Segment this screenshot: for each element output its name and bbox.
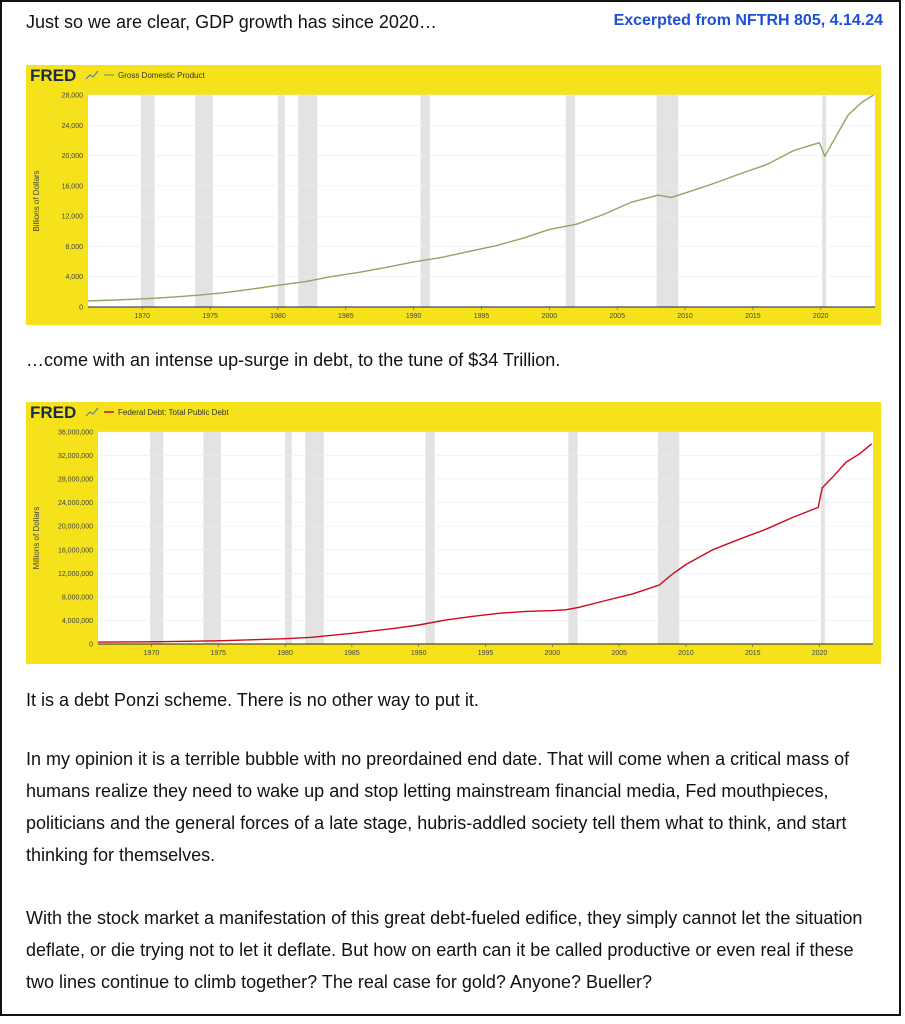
y-tick-label: 8,000,000	[61, 594, 93, 602]
debt-chart	[26, 402, 881, 664]
recession-band	[195, 95, 213, 307]
recession-band	[821, 432, 825, 644]
paragraph-1: It is a debt Ponzi scheme. There is no other way to put it.	[26, 690, 479, 710]
x-tick-label: 1995	[473, 313, 490, 320]
legend-label-0: Gross Domestic Product	[118, 71, 205, 80]
y-tick-label: 24,000	[61, 122, 83, 130]
legend-label-0: Federal Debt: Total Public Debt	[118, 408, 229, 417]
recession-band	[657, 95, 679, 307]
x-tick-label: 1995	[477, 650, 494, 657]
x-tick-label: 2020	[811, 650, 828, 657]
x-tick-label: 1985	[338, 313, 354, 320]
y-tick-label: 20,000,000	[57, 523, 93, 531]
x-tick-label: 2010	[678, 650, 694, 657]
x-tick-label: 1970	[134, 313, 151, 320]
intro-text: Just so we are clear, GDP growth has since 2020…	[26, 12, 437, 32]
y-axis-label: Billions of Dollars	[32, 170, 41, 232]
x-tick-label: 2020	[812, 313, 829, 320]
recession-band	[658, 432, 679, 644]
recession-band	[204, 432, 221, 644]
x-tick-label: 1980	[270, 313, 286, 320]
x-tick-label: 2000	[541, 313, 558, 320]
y-tick-label: 8,000	[65, 243, 83, 251]
fred-logo: FRED	[30, 403, 77, 422]
recession-band	[566, 95, 575, 307]
x-tick-label: 2015	[744, 650, 761, 657]
x-tick-label: 1975	[210, 650, 227, 657]
y-tick-label: 12,000,000	[57, 570, 93, 578]
y-axis-label: Millions of Dollars	[32, 506, 41, 570]
x-tick-label: 2005	[609, 313, 625, 320]
recession-band	[305, 432, 324, 644]
gdp-chart	[26, 65, 881, 325]
x-tick-label: 1985	[344, 650, 360, 657]
recession-band	[285, 432, 292, 644]
y-tick-label: 4,000,000	[61, 617, 93, 625]
recession-band	[278, 95, 285, 307]
y-tick-label: 16,000,000	[57, 547, 93, 555]
x-tick-label: 1970	[143, 650, 160, 657]
recession-band	[425, 432, 434, 644]
between-text: …come with an intense up-surge in debt, to the tune of $34 Trillion.	[26, 350, 561, 370]
x-tick-label: 2000	[544, 650, 561, 657]
y-tick-label: 0	[89, 641, 93, 649]
paragraph-2: In my opinion it is a terrible bubble with no preordained end date. That will come when a critical mass of humans realize they need to wake up and stop letting mainstream financial media, Fed mouthpieces, politicians and the general forces of a late stage, hubris-addled society tell them what to think, and start thinking for themselves.	[26, 749, 850, 865]
debt-chart-svg	[26, 402, 881, 664]
y-tick-label: 28,000,000	[57, 476, 93, 484]
y-tick-label: 12,000	[61, 213, 83, 221]
y-tick-label: 0	[79, 304, 83, 312]
y-tick-label: 32,000,000	[57, 453, 93, 461]
recession-band	[141, 95, 155, 307]
y-tick-label: 16,000	[61, 183, 83, 191]
x-tick-label: 1990	[405, 313, 422, 320]
y-tick-label: 24,000,000	[57, 500, 93, 508]
recession-band	[150, 432, 163, 644]
x-tick-label: 2005	[611, 650, 627, 657]
x-tick-label: 1975	[202, 313, 218, 320]
x-tick-label: 1990	[410, 650, 427, 657]
recession-band	[822, 95, 826, 307]
gdp-chart-svg	[26, 65, 881, 325]
paragraph-3: With the stock market a manifestation of this great debt-fueled edifice, they simply cannot let the situation deflate, or die trying not to let it deflate. But how on earth can it be called productive or even real if these two lines continue to climb together? The real case for gold? Anyone? Bueller?	[26, 908, 863, 992]
x-tick-label: 2015	[745, 313, 761, 320]
y-tick-label: 20,000	[61, 153, 83, 161]
y-tick-label: 4,000	[65, 274, 83, 282]
x-tick-label: 2010	[677, 313, 693, 320]
excerpt-credit: Excerpted from NFTRH 805, 4.14.24	[613, 12, 883, 29]
fred-logo: FRED	[30, 66, 77, 85]
y-tick-label: 36,000,000	[57, 429, 93, 437]
recession-band	[298, 95, 317, 307]
y-tick-label: 28,000	[61, 92, 83, 100]
recession-band	[568, 432, 577, 644]
x-tick-label: 1980	[277, 650, 293, 657]
recession-band	[420, 95, 429, 307]
